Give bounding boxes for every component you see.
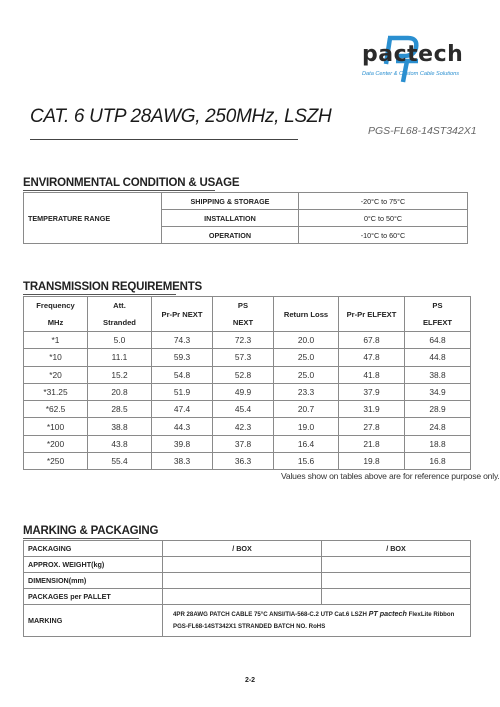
- col-ps-next: PS: [213, 297, 274, 315]
- marking-brand: PT pactech: [368, 609, 407, 618]
- table-cell: 37.9: [339, 383, 405, 400]
- box-unit-2: / BOX: [322, 541, 471, 557]
- box-unit-1: / BOX: [163, 541, 322, 557]
- table-cell: 20.7: [274, 401, 339, 418]
- table-cell: 15.6: [274, 453, 339, 470]
- logo-wordmark: pactech: [362, 42, 464, 67]
- table-row: [24, 557, 471, 573]
- table-cell: 41.8: [339, 366, 405, 383]
- pallet-value-2: [322, 589, 471, 605]
- col-ps-next-sub: NEXT: [213, 314, 274, 332]
- table-cell: 59.3: [152, 349, 213, 366]
- col-frequency: Frequency: [24, 297, 88, 315]
- table-cell: 45.4: [213, 401, 274, 418]
- table-cell: 49.9: [213, 383, 274, 400]
- table-cell: 18.8: [405, 435, 471, 452]
- table-cell: 38.3: [152, 453, 213, 470]
- pallet-label: PACKAGES per PALLET: [24, 589, 163, 605]
- env-row-name: SHIPPING & STORAGE: [162, 193, 299, 210]
- marking-line-1a: 4PR 28AWG PATCH CABLE 75°C ANSI/TIA-568-C.2 UTP Cat.6 LSZH: [173, 611, 367, 618]
- reference-note: Values show on tables above are for reference purpose only.: [281, 471, 500, 481]
- environment-table: [23, 192, 468, 244]
- table-cell: 38.8: [405, 366, 471, 383]
- table-row: [24, 332, 471, 349]
- table-cell: 16.4: [274, 435, 339, 452]
- env-row-value: 0°C to 50°C: [299, 210, 468, 227]
- temperature-range-label: TEMPERATURE RANGE: [24, 193, 162, 244]
- table-cell: 5.0: [88, 332, 152, 349]
- weight-value-1: [163, 557, 322, 573]
- table-row: [24, 418, 471, 435]
- table-cell: 64.8: [405, 332, 471, 349]
- table-cell: *10: [24, 349, 88, 366]
- env-row-name: INSTALLATION: [162, 210, 299, 227]
- weight-label: APPROX. WEIGHT(kg): [24, 557, 163, 573]
- marking-heading: MARKING & PACKAGING: [23, 525, 159, 537]
- table-cell: 54.8: [152, 366, 213, 383]
- env-row-value: -20°C to 75°C: [299, 193, 468, 210]
- logo-tagline: Data Center & Custom Cable Solutions: [362, 71, 460, 77]
- dimension-label: DIMENSION(mm): [24, 573, 163, 589]
- marking-text: [163, 605, 471, 637]
- table-cell: 47.8: [339, 349, 405, 366]
- table-cell: *250: [24, 453, 88, 470]
- col-ps-elfext-sub: ELFEXT: [405, 314, 471, 332]
- table-row: [24, 193, 468, 210]
- table-row: [24, 435, 471, 452]
- table-cell: 31.9: [339, 401, 405, 418]
- table-cell: 52.8: [213, 366, 274, 383]
- col-frequency-unit: MHz: [24, 314, 88, 332]
- col-prpr-next: Pr-Pr NEXT: [152, 297, 213, 332]
- env-heading: ENVIRONMENTAL CONDITION & USAGE: [23, 177, 240, 189]
- marking-line-1b: FlexLite Ribbon: [408, 611, 455, 618]
- packaging-label: PACKAGING: [24, 541, 163, 557]
- table-cell: 19.0: [274, 418, 339, 435]
- col-return-loss: Return Loss: [274, 297, 339, 332]
- env-row-value: -10°C to 60°C: [299, 227, 468, 244]
- table-cell: 37.8: [213, 435, 274, 452]
- col-attenuation: Att.: [88, 297, 152, 315]
- table-cell: 20.8: [88, 383, 152, 400]
- table-cell: 11.1: [88, 349, 152, 366]
- table-cell: 15.2: [88, 366, 152, 383]
- table-cell: 36.3: [213, 453, 274, 470]
- table-cell: 72.3: [213, 332, 274, 349]
- table-cell: 25.0: [274, 349, 339, 366]
- table-header-row: [24, 297, 471, 315]
- dimension-value-1: [163, 573, 322, 589]
- table-cell: 21.8: [339, 435, 405, 452]
- table-cell: 57.3: [213, 349, 274, 366]
- table-row: [24, 541, 471, 557]
- table-cell: *62.5: [24, 401, 88, 418]
- table-cell: 42.3: [213, 418, 274, 435]
- table-row: [24, 589, 471, 605]
- table-cell: 74.3: [152, 332, 213, 349]
- table-row: [24, 605, 471, 637]
- table-row: [24, 349, 471, 366]
- table-cell: *31.25: [24, 383, 88, 400]
- table-cell: 23.3: [274, 383, 339, 400]
- table-cell: 24.8: [405, 418, 471, 435]
- table-cell: *20: [24, 366, 88, 383]
- col-attenuation-sub: Stranded: [88, 314, 152, 332]
- table-row: [24, 573, 471, 589]
- weight-value-2: [322, 557, 471, 573]
- transmission-heading: TRANSMISSION REQUIREMENTS: [23, 281, 203, 293]
- table-cell: 44.8: [405, 349, 471, 366]
- transmission-table: [23, 296, 471, 470]
- table-cell: 25.0: [274, 366, 339, 383]
- table-cell: 34.9: [405, 383, 471, 400]
- table-cell: 44.3: [152, 418, 213, 435]
- env-row-name: OPERATION: [162, 227, 299, 244]
- table-cell: 43.8: [88, 435, 152, 452]
- table-cell: *1: [24, 332, 88, 349]
- marking-heading-rule: [23, 538, 139, 539]
- table-row: [24, 383, 471, 400]
- table-row: [24, 453, 471, 470]
- table-row: [24, 366, 471, 383]
- table-cell: 38.8: [88, 418, 152, 435]
- col-ps-elfext: PS: [405, 297, 471, 315]
- table-row: [24, 401, 471, 418]
- transmission-heading-rule: [23, 294, 176, 295]
- table-cell: 47.4: [152, 401, 213, 418]
- page-title: CAT. 6 UTP 28AWG, 250MHz, LSZH: [30, 106, 332, 127]
- table-cell: 20.0: [274, 332, 339, 349]
- marking-label: MARKING: [24, 605, 163, 637]
- marking-line-2: PGS-FL68-14ST342X1 STRANDED BATCH NO. RoHS: [173, 623, 326, 630]
- env-heading-rule: [23, 190, 215, 191]
- table-cell: 39.8: [152, 435, 213, 452]
- table-cell: *200: [24, 435, 88, 452]
- part-code: PGS-FL68-14ST342X1: [368, 125, 477, 137]
- table-cell: *100: [24, 418, 88, 435]
- marking-table: [23, 540, 471, 637]
- table-cell: 51.9: [152, 383, 213, 400]
- table-cell: 16.8: [405, 453, 471, 470]
- table-cell: 27.8: [339, 418, 405, 435]
- title-divider: [30, 139, 298, 140]
- table-cell: 55.4: [88, 453, 152, 470]
- col-prpr-elfext: Pr-Pr ELFEXT: [339, 297, 405, 332]
- pallet-value-1: [163, 589, 322, 605]
- dimension-value-2: [322, 573, 471, 589]
- table-cell: 67.8: [339, 332, 405, 349]
- table-cell: 19.8: [339, 453, 405, 470]
- page-number: 2-2: [244, 677, 256, 684]
- table-cell: 28.5: [88, 401, 152, 418]
- table-cell: 28.9: [405, 401, 471, 418]
